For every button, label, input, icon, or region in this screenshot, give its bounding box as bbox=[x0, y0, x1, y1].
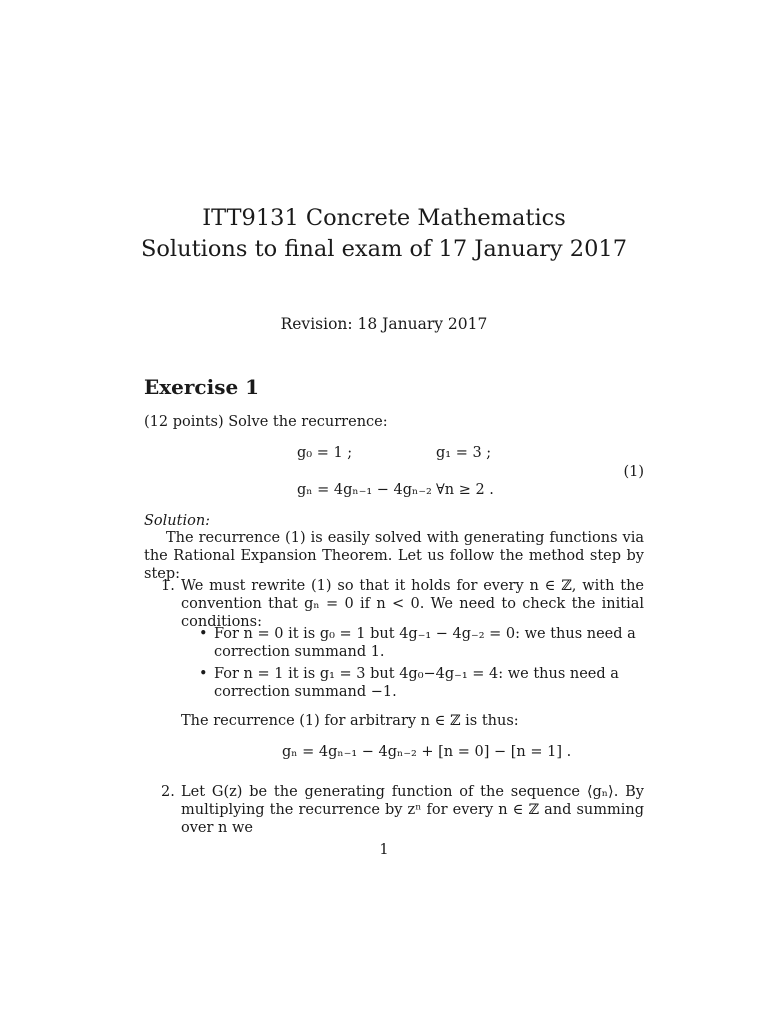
bullet-icon: • bbox=[199, 626, 208, 642]
revision-date: Revision: 18 January 2017 bbox=[280, 315, 488, 333]
equation-gn: gₙ = 4gₙ₋₁ − 4gₙ₋₂ bbox=[297, 482, 432, 498]
recurrence-equation bbox=[144, 445, 644, 505]
equation-g0: g₀ = 1 ; bbox=[297, 445, 353, 461]
exercise-prompt: (12 points) Solve the recurrence: bbox=[144, 414, 388, 430]
bullet-item bbox=[199, 625, 644, 661]
equation-condition: ∀n ≥ 2 . bbox=[436, 482, 494, 498]
bullet-item bbox=[199, 665, 644, 701]
full-recurrence-equation: gₙ = 4gₙ₋₁ − 4gₙ₋₂ + [n = 0] − [n = 1] . bbox=[282, 744, 572, 760]
bullet-icon: • bbox=[199, 666, 208, 682]
step-number: 1. bbox=[161, 578, 175, 594]
step-text: We must rewrite (1) so that it holds for every n ∈ ℤ, with the convention that gₙ = 0 if n < 0. We need to check the initial conditions: bbox=[181, 578, 644, 630]
equation-g1: g₁ = 3 ; bbox=[436, 445, 492, 461]
exercise-heading: Exercise 1 bbox=[144, 375, 260, 399]
step-number: 2. bbox=[161, 784, 175, 800]
title-line-2: Solutions to final exam of 17 January 2017 bbox=[140, 236, 628, 262]
title-line-1: ITT9131 Concrete Mathematics bbox=[202, 205, 566, 231]
step-followup-text: The recurrence (1) for arbitrary n ∈ ℤ is thus: bbox=[181, 713, 519, 729]
step-text: Let G(z) be the generating function of the sequence ⟨gₙ⟩. By multiplying the recurrence by zⁿ for every n ∈ ℤ and summing over n we bbox=[181, 784, 644, 836]
solution-label: Solution: bbox=[144, 513, 211, 529]
bullet-text: For n = 1 it is g₁ = 3 but 4g₀−4g₋₁ = 4: we thus need a correction summand −1. bbox=[214, 666, 619, 700]
document-title bbox=[0, 203, 768, 265]
bullet-text: For n = 0 it is g₀ = 1 but 4g₋₁ − 4g₋₂ = 0: we thus need a correction summand 1. bbox=[214, 626, 636, 660]
solution-intro: The recurrence (1) is easily solved with generating functions via the Rational Expansion Theorem. Let us follow the method step by step: bbox=[144, 530, 644, 582]
page-number: 1 bbox=[379, 842, 389, 858]
equation-number: (1) bbox=[623, 464, 644, 480]
